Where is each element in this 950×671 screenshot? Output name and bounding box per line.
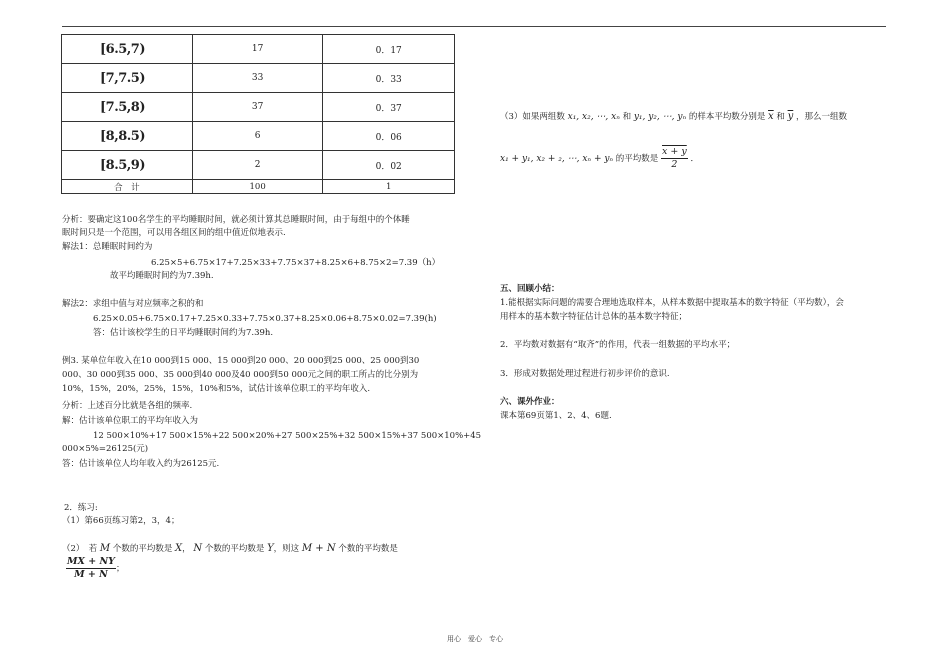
table-row — [62, 35, 455, 64]
solution-2-title: 解法2：求组中值与对应频率之积的和 — [62, 299, 204, 309]
var-m: M — [99, 543, 111, 554]
text: （2） 若 — [62, 544, 98, 554]
text: ， — [182, 544, 191, 554]
table-row — [62, 64, 455, 93]
solution-1-calc: 6.25×5+6.75×17+7.25×33+7.75×37+8.25×6+8.75×2=7.39（h） — [151, 258, 441, 268]
text: 个数的平均数是 — [338, 544, 398, 554]
section-6-title: 六、课外作业： — [500, 397, 560, 407]
example-3-solution: 解：估计该单位职工的平均年收入为 — [62, 416, 199, 426]
interval-cell: [8,8.5) — [62, 122, 193, 151]
x-sequence: x₁, x₂, ⋯, xₙ — [567, 112, 620, 122]
table-row — [62, 93, 455, 122]
text: 个数的平均数是 — [204, 544, 265, 554]
count-cell: 6 — [192, 122, 323, 151]
summary-item-3: 3．形成对数据处理过程进行初步评价的意识. — [500, 369, 670, 379]
count-cell: 2 — [192, 151, 323, 180]
example-3-analysis: 分析：上述百分比就是各组的频率. — [62, 401, 193, 411]
page-footer: 用心 爱心 专心 — [447, 635, 503, 643]
fraction-denominator: 2 — [671, 159, 678, 170]
interval-cell: [8.5,9) — [62, 151, 193, 180]
practice-item-1: （1）第66页练习第2，3，4； — [62, 516, 180, 526]
var-m-plus-n: M + N — [301, 543, 336, 554]
fraction-numerator: MX + NY — [67, 556, 115, 567]
practice-2-fraction — [66, 556, 124, 581]
text: ，那么一组数 — [795, 112, 847, 122]
text: 和 — [776, 112, 785, 122]
interval-cell: [7,7.5) — [62, 64, 193, 93]
text: 和 — [622, 112, 632, 122]
summary-item-1a: 1.能根据实际问题的需要合理地选取样本，从样本数据中提取基本的数字特征（平均数），会 — [500, 298, 844, 308]
var-x: X — [175, 543, 183, 554]
example-3-calc-1: 12 500×10%+17 500×15%+22 500×20%+27 500×25%+32 500×15%+37 500×10%+45 — [93, 431, 482, 441]
summary-item-2: 2．平均数对数据有“取齐”的作用，代表一组数据的平均水平； — [500, 340, 736, 350]
homework-item: 课本第69页第1、2、4、6题. — [500, 411, 612, 421]
text: 个数的平均数是 — [112, 544, 173, 554]
text: 的平均数是 — [615, 154, 659, 164]
var-y: Y — [267, 543, 274, 554]
question-3-line-1 — [500, 111, 847, 123]
frequency-cell: 0．17 — [323, 35, 455, 64]
text: （3）如果两组数 — [500, 112, 565, 122]
summary-item-1b: 用样本的基本数字特征估计总体的基本数字特征； — [500, 312, 688, 322]
question-3-line-2 — [500, 146, 699, 171]
count-cell: 37 — [192, 93, 323, 122]
sum-sequence: x₁ + y₁, x₂ + ₂, ⋯, xₙ + yₙ — [500, 154, 614, 164]
fraction-denominator: M + N — [74, 569, 108, 580]
table-row — [62, 122, 455, 151]
frequency-table — [61, 34, 455, 194]
total-frequency: 1 — [323, 180, 455, 194]
header-rule — [62, 26, 886, 27]
solution-1-title: 解法1：总睡眠时间约为 — [62, 242, 153, 252]
practice-title: 2．练习: — [64, 503, 98, 513]
frequency-cell: 0．06 — [323, 122, 455, 151]
count-cell: 17 — [192, 35, 323, 64]
practice-item-2 — [62, 543, 398, 555]
fraction-numerator: x + y — [662, 146, 687, 157]
var-n: N — [193, 543, 203, 554]
example-3-line-1: 例3. 某单位年收入在10 000到15 000、15 000到20 000、20 000到25 000、25 000到30 — [62, 356, 420, 366]
analysis-line-1: 分析：要确定这100名学生的平均睡眠时间，就必须计算其总睡眠时间，由于每组中的个体睡 — [62, 215, 410, 225]
solution-2-calc: 6.25×0.05+6.75×0.17+7.25×0.33+7.75×0.37+8.25×0.06+8.75×0.02=7.39(h) — [93, 314, 437, 324]
frequency-cell: 0．33 — [323, 64, 455, 93]
section-5-title: 五、回顾小结： — [500, 284, 560, 294]
text: ． — [690, 154, 699, 164]
count-cell: 33 — [192, 64, 323, 93]
y-bar: $\overline{y}$ — [787, 111, 794, 122]
total-label: 合 计 — [62, 180, 193, 194]
total-count: 100 — [192, 180, 323, 194]
table-row — [62, 151, 455, 180]
x-bar: $\overline{x}$ — [768, 111, 774, 122]
frequency-cell: 0．37 — [323, 93, 455, 122]
text: ，则这 — [273, 544, 300, 554]
y-sequence: y₁, y₂, ⋯, yₙ — [633, 112, 687, 122]
example-3-line-2: 000、30 000到35 000、35 000到40 000及40 000到50 000元之间的职工所占的比分别为 — [62, 370, 419, 380]
text: 的样本平均数分别是 — [688, 112, 766, 122]
interval-cell: [6.5,7) — [62, 35, 193, 64]
example-3-answer: 答：估计该单位人均年收入约为26125元. — [62, 459, 220, 469]
text: ； — [115, 564, 125, 574]
solution-1-answer: 故平均睡眠时间约为7.39h. — [110, 271, 214, 281]
example-3-calc-2: 000×5%=26125(元) — [62, 444, 149, 454]
table-total-row — [62, 180, 455, 194]
frequency-cell: 0．02 — [323, 151, 455, 180]
example-3-line-3: 10%，15%，20%，25%，15%，10%和5%，试估计该单位职工的平均年收入. — [62, 384, 371, 394]
interval-cell: [7.5,8) — [62, 93, 193, 122]
solution-2-answer: 答：估计该校学生的日平均睡眠时间约为7.39h. — [93, 328, 274, 338]
analysis-line-2: 眠时间只是一个范围，可以用各组区间的组中值近似地表示. — [62, 228, 286, 238]
